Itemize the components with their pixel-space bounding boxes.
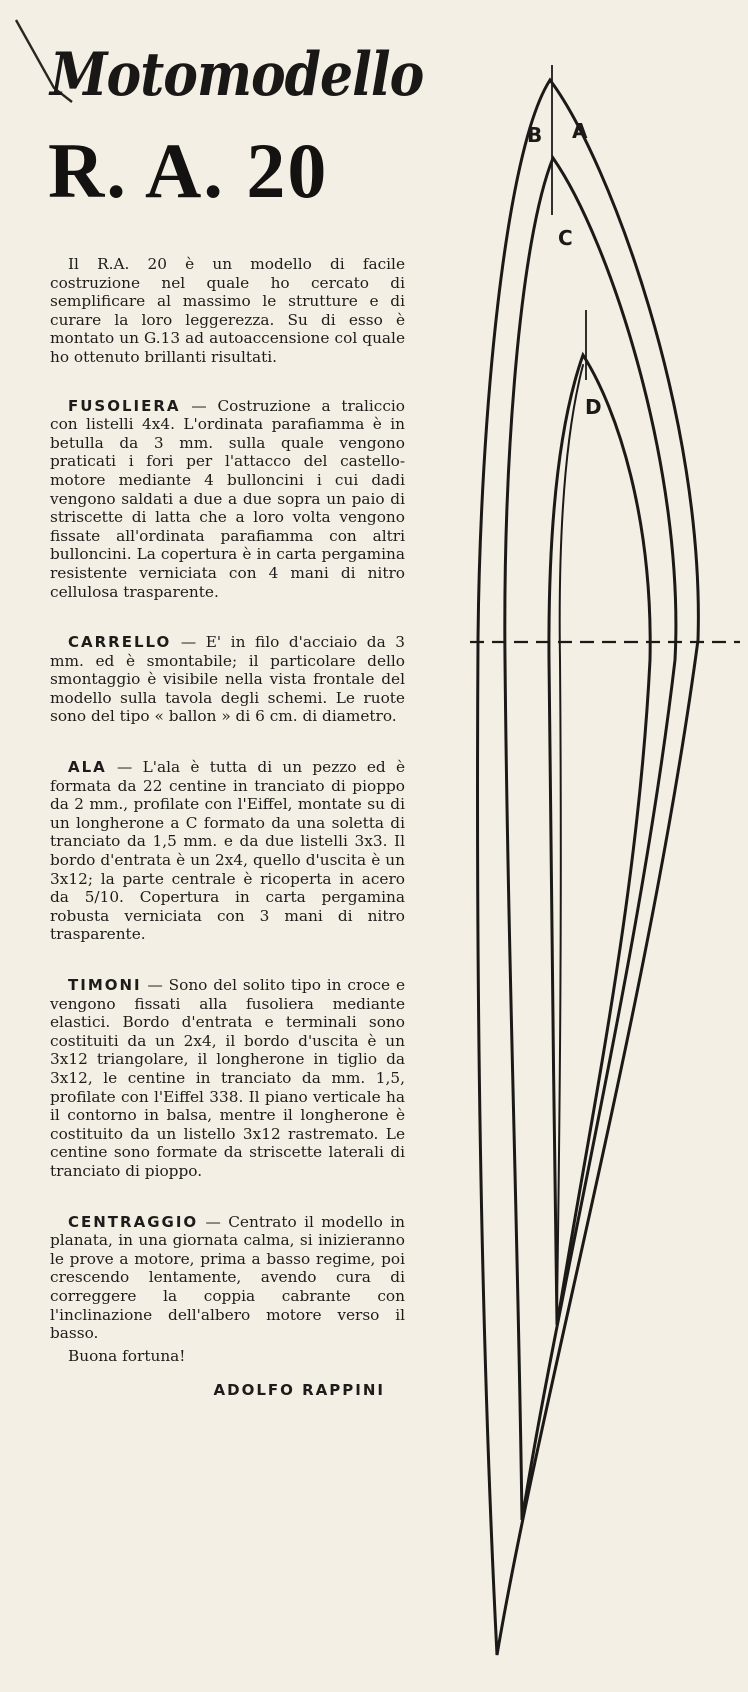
label-a: A <box>572 119 588 143</box>
section-timoni <box>50 976 405 1181</box>
section-heading: TIMONI <box>68 976 142 994</box>
section-carrello <box>50 633 405 726</box>
outer-profile-line <box>478 80 699 1655</box>
author-signature: ADOLFO RAPPINI <box>213 1381 385 1400</box>
section-ala <box>50 758 405 944</box>
article-column <box>50 255 405 1400</box>
section-text: — L'ala è tutta di un pezzo ed è formata da 22 centine in tranciato di pioppo da 2 mm., profilate con l'Eiffel, montate su di un longherone a C formato da una soletta di tranciato da 1,5 mm. e da due listelli 3x3. Il bordo d'entrata è un 2x4, quello d'uscita è un 3x12; la parte centrale è ricoperta in acero da 5/10. Copertura in carta pergamina robusta verniciata con 3 mani di nitro trasparente. <box>50 758 405 944</box>
section-fusoliera <box>50 397 405 602</box>
section-text: — E' in filo d'acciaio da 3 mm. ed è smontabile; il particolare dello smontaggio è visibile nella vista frontale del modello sulla tavola degli schemi. Le ruote sono del tipo « ballon » di 6 cm. di diametro. <box>50 633 405 726</box>
section-heading: ALA <box>68 758 107 777</box>
section-heading: CENTRAGGIO <box>68 1212 199 1231</box>
inner-rim-line <box>557 365 583 1310</box>
section-centraggio <box>50 1213 405 1343</box>
label-b: B <box>527 123 543 147</box>
script-title: Motomodello <box>50 40 424 111</box>
section-heading: CARRELLO <box>68 633 172 652</box>
second-profile-line <box>505 158 676 1520</box>
model-title: R. A. 20 <box>48 127 329 214</box>
section-text: — Sono del solito tipo in croce e vengono fissati alla fusoliera mediante elastici. Bordo d'entrata e terminali sono costituiti da un 2x4, il bordo d'uscita è un 3x12 triangolare, il longherone in tiglio da 3x12, le centine in tranciato da mm. 1,5, profilate con l'Eiffel 338. Il piano verticale ha il contorno in balsa, mentre il longherone è costituito da un listello 3x12 rastremato. Le centine sono formate da striscette laterali di tranciato di pioppo. <box>50 976 405 1180</box>
closing-line: Buona fortuna! <box>68 1346 186 1365</box>
label-c: C <box>558 226 573 250</box>
section-text: — Costruzione a traliccio con listelli 4x4. L'ordinata parafiamma è in betulla da 3 mm. sulla quale vengono praticati i fori per l'attacco del castello-motore mediante 4 bulloncini i cui dadi vengono saldati a due a due sopra un paio di striscette di latta che a loro volta vengono fissate all'ordinata parafiamma con altri bulloncini. La copertura è in carta pergamina resistente verniciata con 4 mani di nitro cellulosa trasparente. <box>50 396 405 601</box>
wing-rib-drawing <box>460 60 740 1660</box>
label-d: D <box>585 395 602 419</box>
section-heading: FUSOLIERA <box>68 396 181 415</box>
intro-paragraph: Il R.A. 20 è un modello di facile costruzione nel quale ho cercato di semplificare al massimo le strutture e di curare la loro leggerezza. Su di esso è montato un G.13 ad autoaccensione col quale ho ottenuto brillanti risultati. <box>50 255 405 366</box>
section-text: — Centrato il modello in planata, in una giornata calma, si inizieranno le prove a motore, prima a basso regime, poi crescendo lentamente, avendo cura di correggere la coppia cabrante con l'inclinazione dell'albero motore verso il basso. <box>50 1212 405 1343</box>
